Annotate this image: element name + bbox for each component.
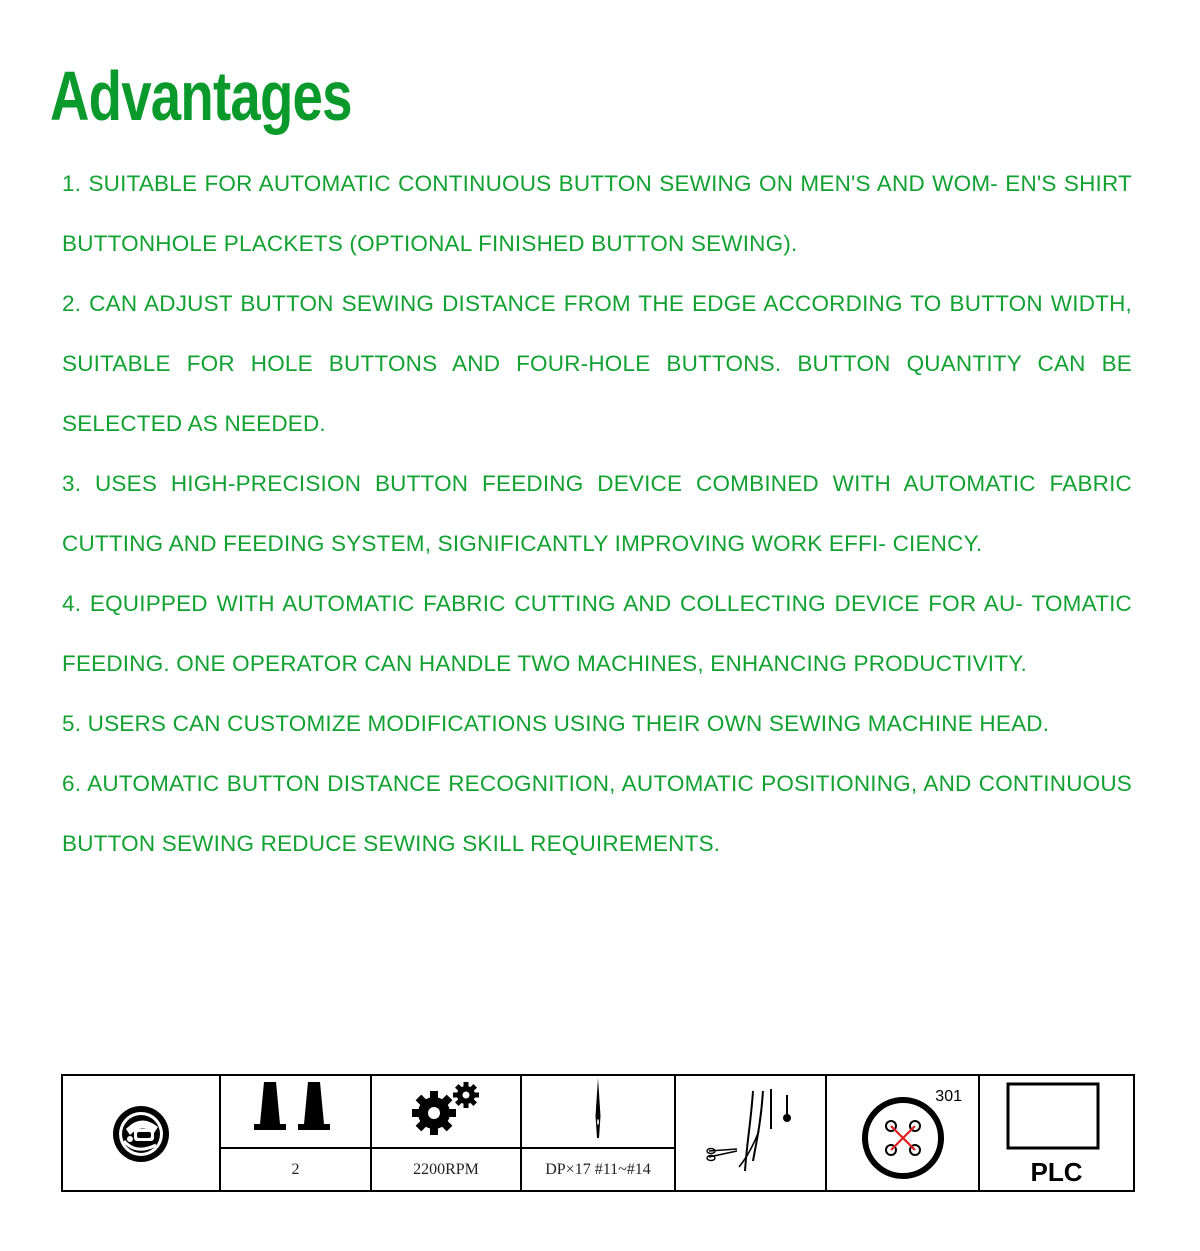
- stitch-cell: [826, 1075, 979, 1191]
- speed-value: 2200RPM: [413, 1160, 479, 1178]
- bobbin-cell: [62, 1075, 220, 1191]
- threads-value-cell: [220, 1148, 371, 1191]
- needle-value-cell: [521, 1148, 675, 1191]
- threads-icon-cell: [220, 1075, 371, 1148]
- advantage-item-6: 6. AUTOMATIC BUTTON DISTANCE RECOGNITION, AUTOMATIC POSITIONING, AND CONTINUOUS BUTTON SEWING REDUCE SEWING SKILL REQUIREMENTS.: [62, 771, 1132, 856]
- advantage-item-3: 3. USES HIGH-PRECISION BUTTON FEEDING DEVICE COMBINED WITH AUTOMATIC FABRIC CUTTING AND FEEDING SYSTEM, SIGNIFICANTLY IMPROVING WORK EFFI- CIENCY.: [62, 471, 1132, 556]
- stitch-type-label: 301: [935, 1088, 962, 1105]
- thread-trimmer-icon: [701, 1081, 801, 1181]
- advantages-list: [62, 154, 1132, 874]
- advantage-item-5: 5. USERS CAN CUSTOMIZE MODIFICATIONS USING THEIR OWN SEWING MACHINE HEAD.: [62, 711, 1050, 736]
- four-hole-button-icon: [858, 1093, 948, 1183]
- spec-table: [61, 1074, 1135, 1192]
- control-label: PLC: [1030, 1157, 1083, 1187]
- gears-icon: [406, 1079, 486, 1139]
- advantage-item-1: 1. SUITABLE FOR AUTOMATIC CONTINUOUS BUTTON SEWING ON MEN'S AND WOM- EN'S SHIRT BUTTONHOLE PLACKETS (OPTIONAL FINISHED BUTTON SEWING).: [62, 171, 1132, 256]
- bobbin-case-icon: [106, 1099, 176, 1169]
- speed-icon-cell: [371, 1075, 521, 1148]
- threads-value: 2: [291, 1160, 300, 1178]
- thread-cones-icon: [246, 1080, 346, 1138]
- control-cell: [979, 1075, 1134, 1191]
- trimmer-cell: [675, 1075, 826, 1191]
- needle-icon: [588, 1076, 608, 1142]
- advantage-item-2: 2. CAN ADJUST BUTTON SEWING DISTANCE FROM THE EDGE ACCORDING TO BUTTON WIDTH, SUITABLE FOR HOLE BUTTONS AND FOUR-HOLE BUTTONS. BUTTON QUANTITY CAN BE SELECTED AS NEEDED.: [62, 291, 1132, 436]
- page-title: Advantages: [50, 57, 352, 135]
- needle-icon-cell: [521, 1075, 675, 1148]
- plc-box-icon: [1006, 1082, 1102, 1152]
- needle-value: DP×17 #11~#14: [545, 1160, 651, 1178]
- speed-value-cell: [371, 1148, 521, 1191]
- advantage-item-4: 4. EQUIPPED WITH AUTOMATIC FABRIC CUTTING AND COLLECTING DEVICE FOR AU- TOMATIC FEEDING. ONE OPERATOR CAN HANDLE TWO MACHINES, ENHANCING PRODUCTIVITY.: [62, 591, 1132, 676]
